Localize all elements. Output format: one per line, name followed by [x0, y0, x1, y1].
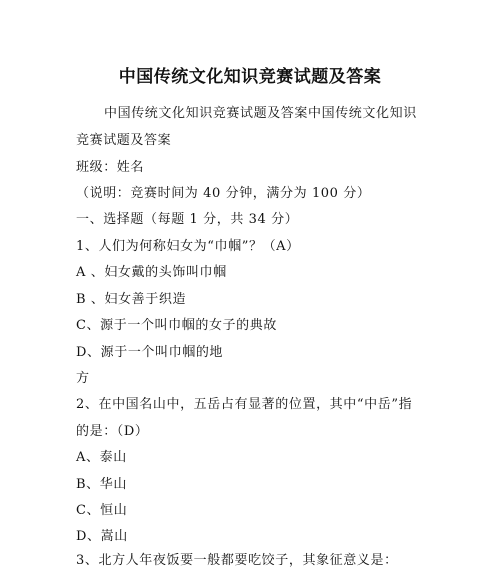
intro-line-2: 竞赛试题及答案 [76, 133, 172, 148]
question-2-option-a: A、泰山 [76, 450, 127, 465]
class-name-line: 班级：姓名 [76, 160, 145, 175]
question-2-option-b: B、华山 [76, 477, 127, 492]
document-title: 中国传统文化知识竞赛试题及答案 [118, 67, 382, 87]
question-2-continued: 的是：（D） [76, 424, 149, 439]
question-2-option-c: C、恒山 [76, 503, 128, 518]
question-2: 2、在中国名山中，五岳占有显著的位置，其中“中岳”指 [76, 397, 413, 412]
question-1: 1、人们为何称妇女为“巾帼”？（A） [76, 239, 300, 254]
question-1-option-c: C、源于一个叫巾帼的女子的典故 [76, 318, 277, 333]
intro-line-1: 中国传统文化知识竞赛试题及答案中国传统文化知识 [104, 106, 417, 121]
instructions-line: （说明：竞赛时间为 40 分钟，满分为 100 分） [76, 186, 371, 201]
section-heading: 一、选择题（每题 1 分，共 34 分） [76, 212, 299, 227]
question-1-option-d: D、源于一个叫巾帼的地 [76, 345, 224, 360]
question-1-option-a: A 、妇女戴的头饰叫巾帼 [76, 265, 227, 280]
question-1-option-d-continued: 方 [76, 371, 90, 386]
question-1-option-b: B 、妇女善于织造 [76, 292, 187, 307]
question-3: 3、北方人年夜饭要一般都要吃饺子，其象征意义是： [76, 553, 398, 568]
question-2-option-d: D、嵩山 [76, 529, 128, 544]
